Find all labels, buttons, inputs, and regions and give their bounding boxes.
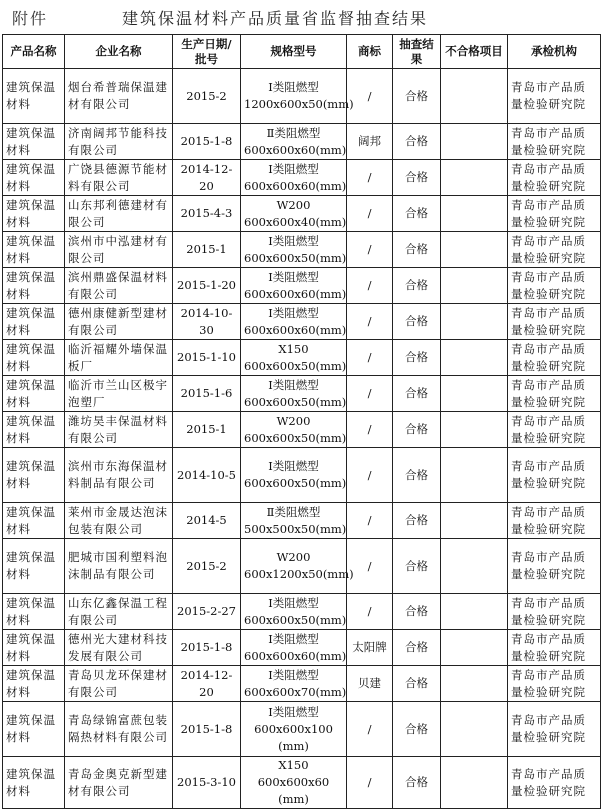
column-header-spec: 规格型号 bbox=[241, 35, 347, 69]
table-cell-company: 青岛绿锦富蔗包装隔热材料有限公司 bbox=[65, 702, 173, 757]
table-cell-org: 青岛市产品质量检验研究院 bbox=[508, 757, 601, 809]
column-header-fail-items: 不合格项目 bbox=[441, 35, 508, 69]
table-cell-company: 青岛金奥克新型建材有限公司 bbox=[65, 757, 173, 809]
column-header-result: 抽查结果 bbox=[393, 35, 441, 69]
table-cell-brand: / bbox=[347, 268, 393, 304]
table-cell-org: 青岛市产品质量检验研究院 bbox=[508, 594, 601, 630]
column-header-date: 生产日期/批号 bbox=[173, 35, 241, 69]
table-cell-org: 青岛市产品质量检验研究院 bbox=[508, 376, 601, 412]
table-cell-fail-items bbox=[441, 376, 508, 412]
table-cell-date: 2015-4-3 bbox=[173, 196, 241, 232]
table-cell-fail-items bbox=[441, 594, 508, 630]
table-row bbox=[3, 630, 601, 666]
table-cell-date: 2015-2 bbox=[173, 69, 241, 124]
table-row bbox=[3, 539, 601, 594]
table-row bbox=[3, 412, 601, 448]
table-cell-product: 建筑保温材料 bbox=[3, 702, 65, 757]
table-cell-date: 2015-1-8 bbox=[173, 630, 241, 666]
table-cell-spec: X150 600x600x60 (mm) bbox=[241, 757, 347, 809]
table-row bbox=[3, 268, 601, 304]
table-cell-spec: Ⅰ类阻燃型 600x600x60(mm) bbox=[241, 160, 347, 196]
table-row bbox=[3, 666, 601, 702]
table-cell-date: 2015-2 bbox=[173, 539, 241, 594]
table-cell-date: 2014-5 bbox=[173, 503, 241, 539]
table-cell-fail-items bbox=[441, 160, 508, 196]
table-cell-date: 2015-1-6 bbox=[173, 376, 241, 412]
table-cell-date: 2015-2-27 bbox=[173, 594, 241, 630]
table-cell-result: 合格 bbox=[393, 340, 441, 376]
table-cell-result: 合格 bbox=[393, 757, 441, 809]
column-header-company: 企业名称 bbox=[65, 35, 173, 69]
table-cell-date: 2015-1 bbox=[173, 412, 241, 448]
table-cell-date: 2014-10-30 bbox=[173, 304, 241, 340]
table-cell-spec: Ⅱ类阻燃型 500x500x50(mm) bbox=[241, 503, 347, 539]
table-cell-org: 青岛市产品质量检验研究院 bbox=[508, 232, 601, 268]
table-cell-brand: / bbox=[347, 539, 393, 594]
table-cell-org: 青岛市产品质量检验研究院 bbox=[508, 448, 601, 503]
table-header-row bbox=[3, 35, 601, 69]
table-cell-company: 济南阔邦节能科技有限公司 bbox=[65, 124, 173, 160]
table-cell-company: 山东邦利德建材有限公司 bbox=[65, 196, 173, 232]
table-cell-fail-items bbox=[441, 503, 508, 539]
table-cell-result: 合格 bbox=[393, 196, 441, 232]
table-cell-fail-items bbox=[441, 666, 508, 702]
table-cell-brand: 阔邦 bbox=[347, 124, 393, 160]
table-cell-result: 合格 bbox=[393, 448, 441, 503]
table-cell-result: 合格 bbox=[393, 666, 441, 702]
table-cell-spec: W200 600x600x50(mm) bbox=[241, 412, 347, 448]
table-cell-org: 青岛市产品质量检验研究院 bbox=[508, 124, 601, 160]
table-cell-spec: Ⅰ类阻燃型 600x600x100 (mm) bbox=[241, 702, 347, 757]
table-cell-spec: W200 600x1200x50(mm) bbox=[241, 539, 347, 594]
table-cell-result: 合格 bbox=[393, 124, 441, 160]
table-cell-fail-items bbox=[441, 268, 508, 304]
table-cell-company: 临沂市兰山区极宇泡塑厂 bbox=[65, 376, 173, 412]
table-row bbox=[3, 702, 601, 757]
annex-label: 附件 bbox=[12, 9, 49, 28]
table-cell-spec: Ⅰ类阻燃型 600x600x50(mm) bbox=[241, 232, 347, 268]
table-cell-product: 建筑保温材料 bbox=[3, 630, 65, 666]
table-cell-brand: / bbox=[347, 594, 393, 630]
table-cell-date: 2014-12-20 bbox=[173, 666, 241, 702]
table-cell-date: 2015-3-10 bbox=[173, 757, 241, 809]
table-cell-product: 建筑保温材料 bbox=[3, 304, 65, 340]
document-header bbox=[0, 0, 603, 34]
table-cell-result: 合格 bbox=[393, 630, 441, 666]
table-cell-product: 建筑保温材料 bbox=[3, 232, 65, 268]
table-cell-product: 建筑保温材料 bbox=[3, 412, 65, 448]
table-row bbox=[3, 503, 601, 539]
table-cell-fail-items bbox=[441, 304, 508, 340]
table-cell-org: 青岛市产品质量检验研究院 bbox=[508, 69, 601, 124]
table-row bbox=[3, 340, 601, 376]
table-cell-product: 建筑保温材料 bbox=[3, 376, 65, 412]
table-cell-spec: Ⅰ类阻燃型 600x600x60(mm) bbox=[241, 630, 347, 666]
table-cell-org: 青岛市产品质量检验研究院 bbox=[508, 160, 601, 196]
table-row bbox=[3, 757, 601, 809]
table-cell-company: 肥城市国利塑料泡沫制品有限公司 bbox=[65, 539, 173, 594]
table-cell-brand: / bbox=[347, 702, 393, 757]
table-cell-org: 青岛市产品质量检验研究院 bbox=[508, 503, 601, 539]
table-cell-fail-items bbox=[441, 539, 508, 594]
table-row bbox=[3, 232, 601, 268]
table-cell-date: 2015-1-10 bbox=[173, 340, 241, 376]
table-cell-result: 合格 bbox=[393, 702, 441, 757]
table-cell-brand: / bbox=[347, 376, 393, 412]
table-cell-spec: Ⅰ类阻燃型 600x600x60(mm) bbox=[241, 268, 347, 304]
table-cell-spec: Ⅰ类阻燃型 600x600x60(mm) bbox=[241, 304, 347, 340]
table-cell-product: 建筑保温材料 bbox=[3, 757, 65, 809]
table-cell-company: 山东亿鑫保温工程有限公司 bbox=[65, 594, 173, 630]
table-row bbox=[3, 160, 601, 196]
table-cell-product: 建筑保温材料 bbox=[3, 160, 65, 196]
table-cell-date: 2014-12-20 bbox=[173, 160, 241, 196]
table-cell-date: 2015-1-20 bbox=[173, 268, 241, 304]
table-cell-brand: / bbox=[347, 412, 393, 448]
table-cell-brand: / bbox=[347, 232, 393, 268]
table-cell-product: 建筑保温材料 bbox=[3, 594, 65, 630]
table-cell-org: 青岛市产品质量检验研究院 bbox=[508, 304, 601, 340]
table-cell-org: 青岛市产品质量检验研究院 bbox=[508, 268, 601, 304]
table-cell-org: 青岛市产品质量检验研究院 bbox=[508, 666, 601, 702]
table-cell-date: 2015-1-8 bbox=[173, 702, 241, 757]
table-cell-spec: Ⅰ类阻燃型 600x600x70(mm) bbox=[241, 666, 347, 702]
table-cell-date: 2015-1-8 bbox=[173, 124, 241, 160]
table-cell-brand: / bbox=[347, 448, 393, 503]
table-cell-fail-items bbox=[441, 232, 508, 268]
table-cell-company: 德州光大建材科技发展有限公司 bbox=[65, 630, 173, 666]
table-cell-fail-items bbox=[441, 124, 508, 160]
table-cell-fail-items bbox=[441, 630, 508, 666]
table-cell-product: 建筑保温材料 bbox=[3, 539, 65, 594]
column-header-brand: 商标 bbox=[347, 35, 393, 69]
table-cell-result: 合格 bbox=[393, 412, 441, 448]
table-cell-fail-items bbox=[441, 340, 508, 376]
table-cell-fail-items bbox=[441, 702, 508, 757]
table-cell-product: 建筑保温材料 bbox=[3, 268, 65, 304]
table-row bbox=[3, 376, 601, 412]
table-cell-result: 合格 bbox=[393, 376, 441, 412]
table-cell-fail-items bbox=[441, 448, 508, 503]
table-row bbox=[3, 304, 601, 340]
table-cell-date: 2015-1 bbox=[173, 232, 241, 268]
table-cell-brand: / bbox=[347, 503, 393, 539]
table-cell-company: 烟台希普瑞保温建材有限公司 bbox=[65, 69, 173, 124]
table-row bbox=[3, 448, 601, 503]
table-cell-spec: Ⅰ类阻燃型 600x600x50(mm) bbox=[241, 448, 347, 503]
table-cell-product: 建筑保温材料 bbox=[3, 340, 65, 376]
table-cell-spec: Ⅰ类阻燃型 1200x600x50(mm) bbox=[241, 69, 347, 124]
table-cell-product: 建筑保温材料 bbox=[3, 196, 65, 232]
table-cell-result: 合格 bbox=[393, 503, 441, 539]
table-cell-company: 莱州市金晟达泡沫包装有限公司 bbox=[65, 503, 173, 539]
table-cell-brand: / bbox=[347, 340, 393, 376]
column-header-product: 产品名称 bbox=[3, 35, 65, 69]
table-row bbox=[3, 594, 601, 630]
table-cell-company: 广饶县德源节能材料有限公司 bbox=[65, 160, 173, 196]
results-table bbox=[2, 34, 601, 809]
table-row bbox=[3, 124, 601, 160]
table-cell-company: 德州康健新型建材有限公司 bbox=[65, 304, 173, 340]
table-row bbox=[3, 196, 601, 232]
table-cell-result: 合格 bbox=[393, 594, 441, 630]
table-cell-company: 潍坊昊丰保温材料有限公司 bbox=[65, 412, 173, 448]
table-cell-brand: / bbox=[347, 304, 393, 340]
table-cell-org: 青岛市产品质量检验研究院 bbox=[508, 196, 601, 232]
table-cell-company: 滨州市中泓建材有限公司 bbox=[65, 232, 173, 268]
table-cell-product: 建筑保温材料 bbox=[3, 448, 65, 503]
table-cell-product: 建筑保温材料 bbox=[3, 503, 65, 539]
table-cell-result: 合格 bbox=[393, 232, 441, 268]
table-cell-brand: 太阳牌 bbox=[347, 630, 393, 666]
table-cell-company: 滨州市东海保温材料制品有限公司 bbox=[65, 448, 173, 503]
table-cell-spec: Ⅰ类阻燃型 600x600x50(mm) bbox=[241, 594, 347, 630]
table-cell-fail-items bbox=[441, 412, 508, 448]
table-cell-product: 建筑保温材料 bbox=[3, 666, 65, 702]
table-cell-brand: / bbox=[347, 69, 393, 124]
table-cell-company: 青岛贝龙环保建材有限公司 bbox=[65, 666, 173, 702]
table-cell-result: 合格 bbox=[393, 539, 441, 594]
table-cell-org: 青岛市产品质量检验研究院 bbox=[508, 630, 601, 666]
table-cell-brand: / bbox=[347, 757, 393, 809]
table-cell-org: 青岛市产品质量检验研究院 bbox=[508, 702, 601, 757]
table-cell-company: 滨州鼎盛保温材料有限公司 bbox=[65, 268, 173, 304]
table-cell-result: 合格 bbox=[393, 160, 441, 196]
table-cell-org: 青岛市产品质量检验研究院 bbox=[508, 539, 601, 594]
document-title: 建筑保温材料产品质量省监督抽查结果 bbox=[122, 9, 429, 28]
table-cell-brand: / bbox=[347, 196, 393, 232]
table-cell-product: 建筑保温材料 bbox=[3, 69, 65, 124]
table-cell-product: 建筑保温材料 bbox=[3, 124, 65, 160]
table-cell-spec: X150 600x600x50(mm) bbox=[241, 340, 347, 376]
table-cell-brand: / bbox=[347, 160, 393, 196]
table-cell-spec: Ⅰ类阻燃型 600x600x50(mm) bbox=[241, 376, 347, 412]
table-cell-result: 合格 bbox=[393, 268, 441, 304]
table-cell-spec: W200 600x600x40(mm) bbox=[241, 196, 347, 232]
table-cell-org: 青岛市产品质量检验研究院 bbox=[508, 340, 601, 376]
table-cell-company: 临沂福耀外墙保温板厂 bbox=[65, 340, 173, 376]
table-cell-brand: 贝建 bbox=[347, 666, 393, 702]
table-row bbox=[3, 69, 601, 124]
table-cell-spec: Ⅱ类阻燃型 600x600x60(mm) bbox=[241, 124, 347, 160]
column-header-org: 承检机构 bbox=[508, 35, 601, 69]
table-cell-fail-items bbox=[441, 196, 508, 232]
table-cell-result: 合格 bbox=[393, 304, 441, 340]
table-cell-result: 合格 bbox=[393, 69, 441, 124]
table-cell-fail-items bbox=[441, 757, 508, 809]
table-cell-org: 青岛市产品质量检验研究院 bbox=[508, 412, 601, 448]
table-cell-fail-items bbox=[441, 69, 508, 124]
table-cell-date: 2014-10-5 bbox=[173, 448, 241, 503]
